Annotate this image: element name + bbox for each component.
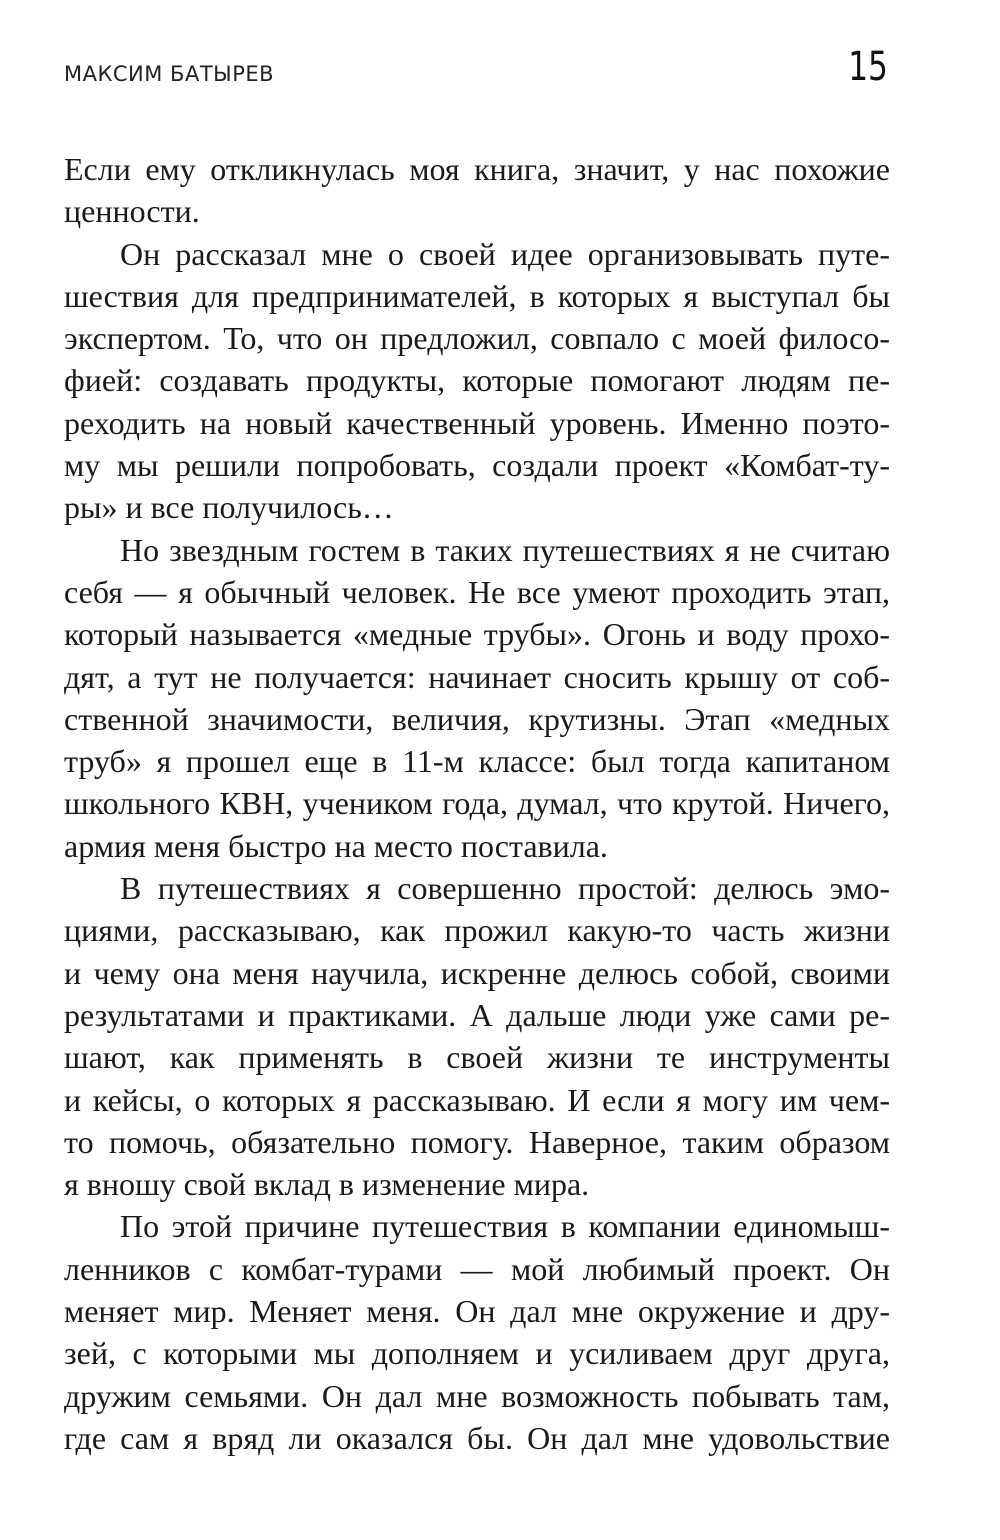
text-line: ценности.	[64, 193, 200, 230]
text-line: где сам я вряд ли оказался бы. Он дал мне удовольствие	[64, 1419, 890, 1456]
text-line: армия меня быстро на место поставила.	[64, 827, 608, 864]
text-line: то помочь, обязательно помогу. Наверное, таким образом	[64, 1123, 890, 1160]
text-line: и чему она меня научила, искренне делюсь собой, своими	[64, 954, 890, 991]
paragraph	[64, 148, 890, 233]
text-line: реходить на новый качественный уровень. Именно поэто-	[64, 404, 890, 441]
paragraph	[64, 233, 890, 529]
text-line: циями, рассказываю, как прожил какую-то часть жизни	[64, 912, 890, 949]
text-line: ленников с комбат-турами — мой любимый проект. Он	[64, 1250, 890, 1287]
paragraph	[64, 1205, 890, 1459]
text-line: зей, с которыми мы дополняем и усиливаем друг друга,	[64, 1335, 890, 1372]
text-line: результатами и практиками. А дальше люди уже сами ре-	[64, 996, 890, 1033]
text-line: который называется «медные трубы». Огонь и воду прохо-	[64, 616, 890, 653]
text-line: меняет мир. Меняет меня. Он дал мне окружение и дру-	[64, 1293, 890, 1330]
text-line: Он рассказал мне о своей идее организовывать путе-	[120, 235, 890, 272]
text-line: дят, а тут не получается: начинает сносить крышу от соб-	[64, 658, 890, 695]
paragraph	[64, 529, 890, 867]
running-head-author: МАКСИМ БАТЫРЕВ	[64, 62, 275, 86]
text-line: Если ему откликнулась моя книга, значит, у нас похожие	[64, 151, 890, 187]
text-line: шествия для предпринимателей, в которых я выступал бы	[64, 277, 890, 314]
text-line: В путешествиях я совершенно простой: делюсь эмо-	[120, 870, 890, 907]
text-line: дружим семьями. Он дал мне возможность побывать там,	[64, 1377, 890, 1414]
text-line: школьного КВН, учеником года, думал, что крутой. Ничего,	[64, 785, 890, 822]
page-number: 15	[848, 44, 888, 90]
text-line: шают, как применять в своей жизни те инструменты	[64, 1039, 890, 1076]
paragraph	[64, 867, 890, 1205]
text-line: экспертом. То, что он предложил, совпало с моей филосо-	[64, 320, 890, 357]
text-line: му мы решили попробовать, создали проект «Комбат-ту-	[64, 447, 890, 484]
text-line: Но звездным гостем в таких путешествиях я не считаю	[120, 531, 890, 568]
text-line: себя — я обычный человек. Не все умеют проходить этап,	[64, 573, 890, 610]
text-line: труб» я прошел еще в 11-м классе: был тогда капитаном	[64, 743, 890, 780]
text-line: фией: создавать продукты, которые помогают людям пе-	[64, 362, 890, 399]
text-line: и кейсы, о которых я рассказываю. И если я могу им чем-	[64, 1081, 890, 1118]
text-line: По этой причине путешествия в компании единомыш-	[120, 1208, 890, 1245]
text-line: ры» и все получилось…	[64, 489, 394, 526]
body-text	[64, 148, 890, 1459]
text-line: я вношу свой вклад в изменение мира.	[64, 1166, 590, 1203]
text-line: ственной значимости, величия, крутизны. Этап «медных	[64, 700, 890, 737]
